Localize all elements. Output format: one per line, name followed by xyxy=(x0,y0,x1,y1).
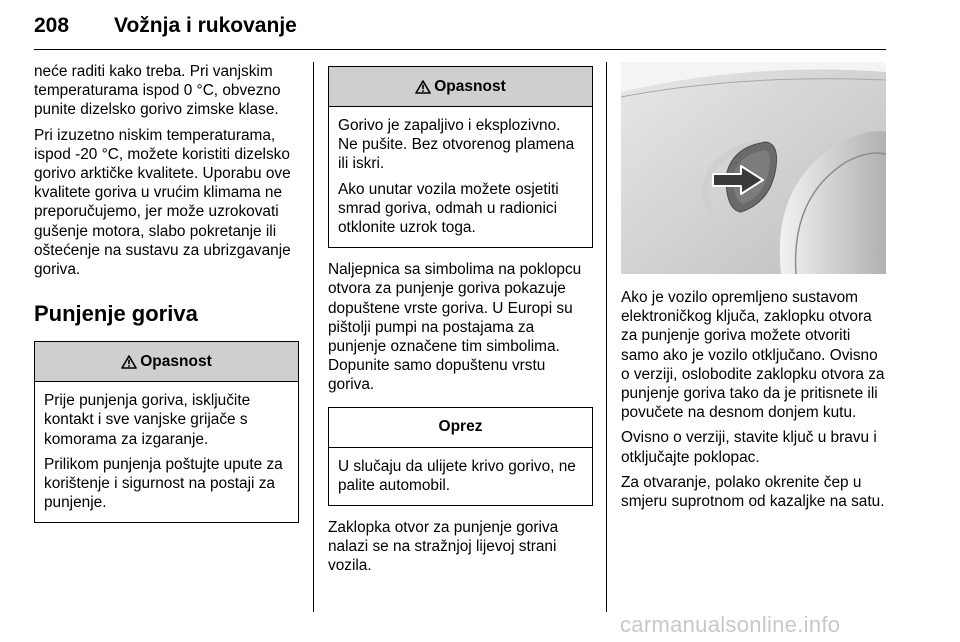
paragraph: neće raditi kako treba. Pri vanjskim temperaturama ispod 0 °C, obvezno punite dizelsko gorivo zimske klase. xyxy=(34,63,281,119)
caution-box xyxy=(328,407,593,506)
paragraph: Ako je vozilo opremljeno sustavom elektroničkog ključa, zaklopku otvora za punjenje goriva možete otvoriti samo ako je vozilo otključano. Ovisno o verziji, oslobodite zaklopku otvora za punjenje goriva tako da je pritisnete ili povučete na desnom donjem kutu. xyxy=(621,289,885,422)
warning-triangle-icon xyxy=(415,80,431,94)
column-divider xyxy=(606,62,607,612)
section-title: Punjenje goriva xyxy=(34,301,198,327)
danger-box xyxy=(34,341,299,523)
paragraph: Zaklopka otvor za punjenje goriva nalazi se na stražnjoj lijevoj strani vozila. xyxy=(328,519,559,575)
danger-box xyxy=(328,66,593,248)
paragraph: Za otvaranje, polako okrenite čep u smjeru suprotnom od kazaljke na satu. xyxy=(621,473,885,511)
paragraph: Prije punjenja goriva, isključite kontakt i sve vanjske grijače s komorama za izgaranje. xyxy=(44,392,251,448)
caution-box-header: Oprez xyxy=(329,408,592,448)
paragraph: U slučaju da ulijete krivo gorivo, ne palite automobil. xyxy=(338,457,576,494)
column-divider xyxy=(313,62,314,612)
paragraph: Prilikom punjenja poštujte upute za korištenje i sigurnost na postaji za punjenje. xyxy=(44,455,283,512)
danger-box-header xyxy=(329,67,592,107)
danger-box-body xyxy=(329,107,592,247)
danger-label: Opasnost xyxy=(434,77,506,95)
paragraph: Naljepnica sa simbolima na poklopcu otvora za punjenje goriva pokazuje dopuštene vrste goriva. U Europi su pištolji pumpi na postajama za punjenje označene tim simbolima. Dopunite samo dopuštenu vrstu goriva. xyxy=(328,261,582,394)
column-2 xyxy=(328,62,593,582)
warning-triangle-icon xyxy=(121,355,137,369)
danger-box-body xyxy=(35,382,298,522)
fuel-flap-image xyxy=(621,62,886,274)
danger-label: Opasnost xyxy=(140,352,212,370)
caution-box-body xyxy=(329,448,592,505)
column-1 xyxy=(34,62,299,535)
page-header xyxy=(34,14,886,50)
page-number: 208 xyxy=(34,14,70,37)
paragraph: Gorivo je zapaljivo i eksplozivno. Ne pušite. Bez otvorenog plamena ili iskri. xyxy=(338,117,575,173)
column-3 xyxy=(621,62,888,517)
paragraph: Ovisno o verziji, stavite ključ u bravu i otključajte poklopac. xyxy=(621,429,877,466)
chapter-title: Vožnja i rukovanje xyxy=(114,14,297,37)
danger-box-header xyxy=(35,342,298,382)
fuel-flap-illustration xyxy=(621,62,886,274)
paragraph: Ako unutar vozila možete osjetiti smrad goriva, odmah u radionici otklonite uzrok toga. xyxy=(338,180,559,237)
watermark: carmanualsonline.info xyxy=(620,612,841,637)
paragraph: Pri izuzetno niskim temperaturama, ispod -20 °C, možete koristiti dizelsko gorivo arktičke kvalitete. Uporabu ove kvalitete goriva u vrućim klimama ne preporučujemo, jer može uzrokovati gušenje motora, slabo pokretanje ili oštećenje na sustavu za ubrizgavanje goriva. xyxy=(34,126,291,279)
